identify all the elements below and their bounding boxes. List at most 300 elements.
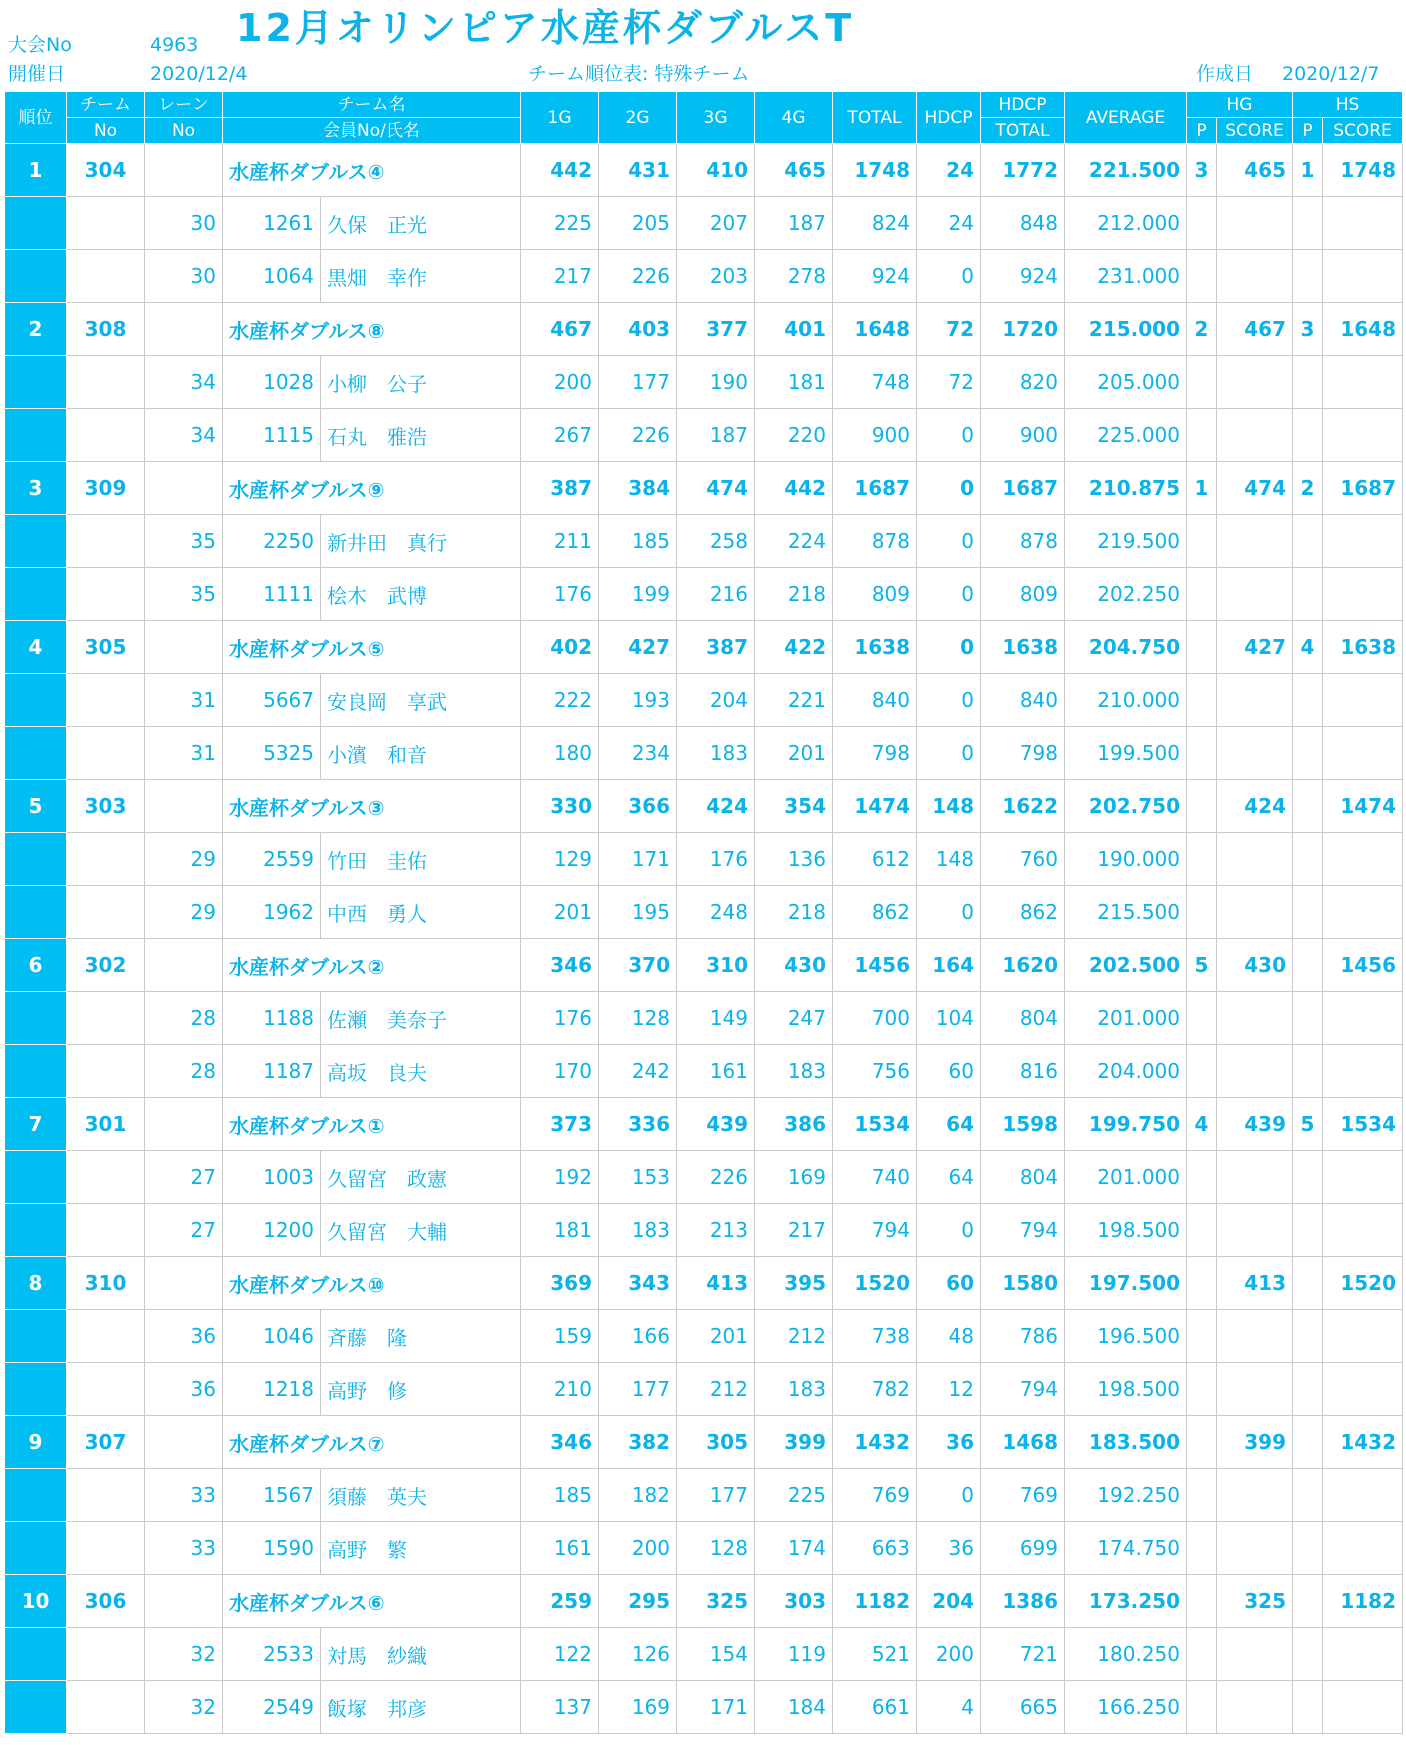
member-row [5, 1310, 1403, 1363]
empty-cell [1187, 1204, 1217, 1257]
total-cell: 809 [833, 568, 917, 621]
member-row [5, 1204, 1403, 1257]
average-cell: 199.750 [1065, 1098, 1187, 1151]
empty-cell [1187, 1681, 1217, 1734]
col-g2: 2G [599, 92, 677, 144]
lane-no-cell: 33 [145, 1469, 223, 1522]
member-row [5, 197, 1403, 250]
hs-p-cell [1293, 1416, 1323, 1469]
empty-cell [1217, 1469, 1293, 1522]
team-name-cell: 水産杯ダブルス④ [223, 144, 521, 197]
rank-cell: 1 [5, 144, 67, 197]
rank-cell-blank [5, 1045, 67, 1098]
member-name-cell: 久留宮 政憲 [321, 1151, 521, 1204]
hdcp-total-cell: 816 [981, 1045, 1065, 1098]
hg-score-cell: 430 [1217, 939, 1293, 992]
empty-cell [1217, 197, 1293, 250]
hdcp-cell: 60 [917, 1257, 981, 1310]
member-row [5, 1628, 1403, 1681]
team-no-cell: 305 [67, 621, 145, 674]
hs-p-cell [1293, 1575, 1323, 1628]
game-2-cell: 366 [599, 780, 677, 833]
game-1-cell: 170 [521, 1045, 599, 1098]
empty-cell [1293, 727, 1323, 780]
average-cell: 204.000 [1065, 1045, 1187, 1098]
game-2-cell: 382 [599, 1416, 677, 1469]
lane-no-cell [145, 144, 223, 197]
empty-cell [1217, 515, 1293, 568]
empty-cell [1323, 1363, 1403, 1416]
game-3-cell: 226 [677, 1151, 755, 1204]
hdcp-cell: 200 [917, 1628, 981, 1681]
hdcp-total-cell: 900 [981, 409, 1065, 462]
total-cell: 1520 [833, 1257, 917, 1310]
hdcp-total-cell: 840 [981, 674, 1065, 727]
hs-score-cell: 1520 [1323, 1257, 1403, 1310]
hg-score-cell: 325 [1217, 1575, 1293, 1628]
team-no-cell [67, 568, 145, 621]
team-row [5, 144, 1403, 197]
average-cell: 196.500 [1065, 1310, 1187, 1363]
rank-cell-blank [5, 568, 67, 621]
game-2-cell: 427 [599, 621, 677, 674]
hdcp-total-cell: 721 [981, 1628, 1065, 1681]
hg-p-cell: 1 [1187, 462, 1217, 515]
team-no-cell [67, 1151, 145, 1204]
average-cell: 180.250 [1065, 1628, 1187, 1681]
empty-cell [1293, 568, 1323, 621]
rank-cell-blank [5, 886, 67, 939]
team-name-cell: 水産杯ダブルス① [223, 1098, 521, 1151]
hdcp-cell: 36 [917, 1522, 981, 1575]
game-3-cell: 176 [677, 833, 755, 886]
hdcp-cell: 36 [917, 1416, 981, 1469]
average-cell: 231.000 [1065, 250, 1187, 303]
member-no-cell: 1115 [223, 409, 321, 462]
member-name-cell: 佐瀬 美奈子 [321, 992, 521, 1045]
member-row [5, 250, 1403, 303]
hdcp-cell: 64 [917, 1151, 981, 1204]
game-2-cell: 205 [599, 197, 677, 250]
team-no-cell [67, 1310, 145, 1363]
empty-cell [1293, 1151, 1323, 1204]
game-3-cell: 248 [677, 886, 755, 939]
hdcp-total-cell: 1622 [981, 780, 1065, 833]
hg-score-cell: 427 [1217, 621, 1293, 674]
member-name-cell: 中西 勇人 [321, 886, 521, 939]
game-3-cell: 474 [677, 462, 755, 515]
member-no-cell: 5325 [223, 727, 321, 780]
game-3-cell: 161 [677, 1045, 755, 1098]
member-row [5, 568, 1403, 621]
empty-cell [1187, 1469, 1217, 1522]
member-no-cell: 1261 [223, 197, 321, 250]
event-date: 2020/12/4 [150, 63, 248, 85]
event-no: 4963 [150, 34, 199, 56]
lane-no-cell: 32 [145, 1628, 223, 1681]
hs-score-cell: 1456 [1323, 939, 1403, 992]
hdcp-total-cell: 665 [981, 1681, 1065, 1734]
game-1-cell: 192 [521, 1151, 599, 1204]
member-name-cell: 須藤 英夫 [321, 1469, 521, 1522]
average-cell: 202.250 [1065, 568, 1187, 621]
member-row [5, 886, 1403, 939]
game-2-cell: 171 [599, 833, 677, 886]
empty-cell [1187, 1045, 1217, 1098]
hdcp-cell: 64 [917, 1098, 981, 1151]
team-no-cell: 301 [67, 1098, 145, 1151]
game-1-cell: 442 [521, 144, 599, 197]
member-name-cell: 久保 正光 [321, 197, 521, 250]
total-cell: 794 [833, 1204, 917, 1257]
member-row [5, 1045, 1403, 1098]
average-cell: 174.750 [1065, 1522, 1187, 1575]
game-1-cell: 176 [521, 568, 599, 621]
average-cell: 198.500 [1065, 1204, 1187, 1257]
rank-cell: 9 [5, 1416, 67, 1469]
member-name-cell: 対馬 紗織 [321, 1628, 521, 1681]
empty-cell [1217, 727, 1293, 780]
game-3-cell: 171 [677, 1681, 755, 1734]
total-cell: 1432 [833, 1416, 917, 1469]
hdcp-cell: 72 [917, 303, 981, 356]
empty-cell [1217, 992, 1293, 1045]
col-g3: 3G [677, 92, 755, 144]
member-name-cell: 高坂 良夫 [321, 1045, 521, 1098]
game-4-cell: 401 [755, 303, 833, 356]
col-total: TOTAL [833, 92, 917, 144]
page-subtitle: チーム順位表: 特殊チーム [528, 63, 750, 85]
hdcp-total-cell: 1638 [981, 621, 1065, 674]
lane-no-cell [145, 939, 223, 992]
hdcp-total-cell: 798 [981, 727, 1065, 780]
average-cell: 166.250 [1065, 1681, 1187, 1734]
empty-cell [1323, 727, 1403, 780]
game-1-cell: 210 [521, 1363, 599, 1416]
empty-cell [1187, 1628, 1217, 1681]
lane-no-cell: 35 [145, 568, 223, 621]
empty-cell [1217, 1363, 1293, 1416]
hdcp-total-cell: 1772 [981, 144, 1065, 197]
team-no-cell [67, 727, 145, 780]
total-cell: 738 [833, 1310, 917, 1363]
lane-no-cell: 32 [145, 1681, 223, 1734]
average-cell: 215.000 [1065, 303, 1187, 356]
lane-no-cell: 35 [145, 515, 223, 568]
empty-cell [1323, 568, 1403, 621]
member-name-cell: 斉藤 隆 [321, 1310, 521, 1363]
hg-p-cell [1187, 1416, 1217, 1469]
total-cell: 1687 [833, 462, 917, 515]
hg-score-cell: 465 [1217, 144, 1293, 197]
rank-cell: 4 [5, 621, 67, 674]
game-2-cell: 126 [599, 1628, 677, 1681]
game-2-cell: 153 [599, 1151, 677, 1204]
hg-p-cell [1187, 780, 1217, 833]
lane-no-cell: 34 [145, 409, 223, 462]
game-2-cell: 199 [599, 568, 677, 621]
hdcp-cell: 0 [917, 462, 981, 515]
total-cell: 798 [833, 727, 917, 780]
member-row [5, 992, 1403, 1045]
col-hg-p: P [1187, 118, 1217, 144]
team-name-cell: 水産杯ダブルス⑥ [223, 1575, 521, 1628]
game-1-cell: 225 [521, 197, 599, 250]
lane-no-cell: 28 [145, 1045, 223, 1098]
game-4-cell: 354 [755, 780, 833, 833]
team-row [5, 939, 1403, 992]
game-3-cell: 177 [677, 1469, 755, 1522]
hs-p-cell [1293, 780, 1323, 833]
game-1-cell: 176 [521, 992, 599, 1045]
lane-no-cell: 27 [145, 1204, 223, 1257]
team-no-cell [67, 992, 145, 1045]
game-2-cell: 336 [599, 1098, 677, 1151]
member-no-cell: 1962 [223, 886, 321, 939]
total-cell: 700 [833, 992, 917, 1045]
game-4-cell: 183 [755, 1363, 833, 1416]
game-3-cell: 203 [677, 250, 755, 303]
rank-cell-blank [5, 1522, 67, 1575]
total-cell: 740 [833, 1151, 917, 1204]
hdcp-cell: 60 [917, 1045, 981, 1098]
average-cell: 204.750 [1065, 621, 1187, 674]
game-4-cell: 174 [755, 1522, 833, 1575]
team-name-cell: 水産杯ダブルス⑤ [223, 621, 521, 674]
average-cell: 210.875 [1065, 462, 1187, 515]
empty-cell [1293, 1045, 1323, 1098]
member-row [5, 1681, 1403, 1734]
game-2-cell: 177 [599, 356, 677, 409]
game-2-cell: 185 [599, 515, 677, 568]
empty-cell [1323, 1151, 1403, 1204]
lane-no-cell [145, 1416, 223, 1469]
game-4-cell: 119 [755, 1628, 833, 1681]
game-3-cell: 187 [677, 409, 755, 462]
hdcp-total-cell: 804 [981, 1151, 1065, 1204]
empty-cell [1293, 1522, 1323, 1575]
hg-p-cell: 5 [1187, 939, 1217, 992]
empty-cell [1293, 356, 1323, 409]
col-member-name: 会員No/氏名 [223, 118, 521, 144]
game-4-cell: 465 [755, 144, 833, 197]
member-no-cell: 1003 [223, 1151, 321, 1204]
member-name-cell: 安良岡 享武 [321, 674, 521, 727]
team-name-cell: 水産杯ダブルス⑨ [223, 462, 521, 515]
lane-no-cell: 36 [145, 1363, 223, 1416]
average-cell: 192.250 [1065, 1469, 1187, 1522]
event-no-label: 大会No [8, 34, 72, 56]
col-team-no-sub: No [67, 118, 145, 144]
team-name-cell: 水産杯ダブルス② [223, 939, 521, 992]
rank-cell-blank [5, 1310, 67, 1363]
empty-cell [1187, 409, 1217, 462]
game-2-cell: 183 [599, 1204, 677, 1257]
col-hs: HS [1293, 92, 1403, 118]
lane-no-cell: 30 [145, 250, 223, 303]
hg-p-cell [1187, 1575, 1217, 1628]
game-4-cell: 184 [755, 1681, 833, 1734]
hdcp-cell: 148 [917, 780, 981, 833]
empty-cell [1187, 515, 1217, 568]
game-4-cell: 217 [755, 1204, 833, 1257]
lane-no-cell [145, 780, 223, 833]
game-2-cell: 195 [599, 886, 677, 939]
game-3-cell: 204 [677, 674, 755, 727]
empty-cell [1323, 1469, 1403, 1522]
hg-p-cell [1187, 621, 1217, 674]
empty-cell [1293, 250, 1323, 303]
game-3-cell: 410 [677, 144, 755, 197]
hs-p-cell: 1 [1293, 144, 1323, 197]
empty-cell [1217, 1151, 1293, 1204]
empty-cell [1187, 992, 1217, 1045]
hdcp-total-cell: 1386 [981, 1575, 1065, 1628]
average-cell: 190.000 [1065, 833, 1187, 886]
lane-no-cell: 31 [145, 674, 223, 727]
hdcp-cell: 0 [917, 1469, 981, 1522]
game-3-cell: 201 [677, 1310, 755, 1363]
game-4-cell: 386 [755, 1098, 833, 1151]
empty-cell [1187, 1522, 1217, 1575]
team-row [5, 1416, 1403, 1469]
total-cell: 748 [833, 356, 917, 409]
game-3-cell: 183 [677, 727, 755, 780]
empty-cell [1323, 515, 1403, 568]
empty-cell [1293, 515, 1323, 568]
average-cell: 219.500 [1065, 515, 1187, 568]
empty-cell [1187, 886, 1217, 939]
member-row [5, 1151, 1403, 1204]
total-cell: 756 [833, 1045, 917, 1098]
empty-cell [1187, 197, 1217, 250]
hdcp-cell: 24 [917, 197, 981, 250]
game-4-cell: 187 [755, 197, 833, 250]
member-name-cell: 桧木 武博 [321, 568, 521, 621]
lane-no-cell: 30 [145, 197, 223, 250]
results-table [4, 91, 1403, 1734]
empty-cell [1217, 1310, 1293, 1363]
total-cell: 1534 [833, 1098, 917, 1151]
team-no-cell: 309 [67, 462, 145, 515]
lane-no-cell [145, 1257, 223, 1310]
game-2-cell: 431 [599, 144, 677, 197]
hdcp-total-cell: 809 [981, 568, 1065, 621]
team-no-cell: 307 [67, 1416, 145, 1469]
hdcp-cell: 12 [917, 1363, 981, 1416]
empty-cell [1293, 1681, 1323, 1734]
average-cell: 221.500 [1065, 144, 1187, 197]
hdcp-cell: 0 [917, 886, 981, 939]
empty-cell [1217, 1204, 1293, 1257]
hdcp-total-cell: 820 [981, 356, 1065, 409]
hs-score-cell: 1748 [1323, 144, 1403, 197]
member-no-cell: 2250 [223, 515, 321, 568]
hg-score-cell: 424 [1217, 780, 1293, 833]
lane-no-cell [145, 1575, 223, 1628]
total-cell: 824 [833, 197, 917, 250]
hdcp-total-cell: 760 [981, 833, 1065, 886]
hdcp-total-cell: 786 [981, 1310, 1065, 1363]
team-no-cell [67, 250, 145, 303]
game-1-cell: 402 [521, 621, 599, 674]
game-2-cell: 226 [599, 409, 677, 462]
hdcp-total-cell: 1580 [981, 1257, 1065, 1310]
member-row [5, 1522, 1403, 1575]
empty-cell [1293, 1310, 1323, 1363]
game-1-cell: 222 [521, 674, 599, 727]
game-3-cell: 128 [677, 1522, 755, 1575]
game-4-cell: 422 [755, 621, 833, 674]
hdcp-cell: 0 [917, 515, 981, 568]
rank-cell-blank [5, 992, 67, 1045]
total-cell: 1748 [833, 144, 917, 197]
rank-cell-blank [5, 409, 67, 462]
game-4-cell: 224 [755, 515, 833, 568]
total-cell: 924 [833, 250, 917, 303]
hdcp-cell: 72 [917, 356, 981, 409]
game-1-cell: 129 [521, 833, 599, 886]
game-3-cell: 305 [677, 1416, 755, 1469]
hg-score-cell: 439 [1217, 1098, 1293, 1151]
lane-no-cell: 27 [145, 1151, 223, 1204]
team-no-cell [67, 1045, 145, 1098]
game-4-cell: 218 [755, 568, 833, 621]
team-name-cell: 水産杯ダブルス⑦ [223, 1416, 521, 1469]
hs-score-cell: 1474 [1323, 780, 1403, 833]
team-no-cell [67, 1628, 145, 1681]
total-cell: 1456 [833, 939, 917, 992]
game-4-cell: 212 [755, 1310, 833, 1363]
empty-cell [1217, 1681, 1293, 1734]
col-hs-p: P [1293, 118, 1323, 144]
empty-cell [1293, 1469, 1323, 1522]
created-label: 作成日 [1196, 63, 1254, 85]
rank-cell-blank [5, 1681, 67, 1734]
member-no-cell: 1188 [223, 992, 321, 1045]
team-row [5, 780, 1403, 833]
member-name-cell: 小柳 公子 [321, 356, 521, 409]
col-hg: HG [1187, 92, 1293, 118]
hs-score-cell: 1182 [1323, 1575, 1403, 1628]
game-2-cell: 177 [599, 1363, 677, 1416]
member-row [5, 1469, 1403, 1522]
empty-cell [1323, 409, 1403, 462]
hdcp-total-cell: 848 [981, 197, 1065, 250]
member-row [5, 409, 1403, 462]
empty-cell [1323, 1204, 1403, 1257]
team-no-cell: 308 [67, 303, 145, 356]
total-cell: 612 [833, 833, 917, 886]
empty-cell [1293, 833, 1323, 886]
hg-score-cell: 467 [1217, 303, 1293, 356]
hdcp-total-cell: 1468 [981, 1416, 1065, 1469]
hdcp-total-cell: 1620 [981, 939, 1065, 992]
rank-cell-blank [5, 674, 67, 727]
average-cell: 202.500 [1065, 939, 1187, 992]
hdcp-total-cell: 804 [981, 992, 1065, 1045]
member-name-cell: 小濱 和音 [321, 727, 521, 780]
member-no-cell: 1111 [223, 568, 321, 621]
empty-cell [1323, 674, 1403, 727]
average-cell: 202.750 [1065, 780, 1187, 833]
game-3-cell: 216 [677, 568, 755, 621]
hs-p-cell [1293, 1257, 1323, 1310]
member-no-cell: 2559 [223, 833, 321, 886]
member-row [5, 727, 1403, 780]
member-no-cell: 2533 [223, 1628, 321, 1681]
total-cell: 840 [833, 674, 917, 727]
